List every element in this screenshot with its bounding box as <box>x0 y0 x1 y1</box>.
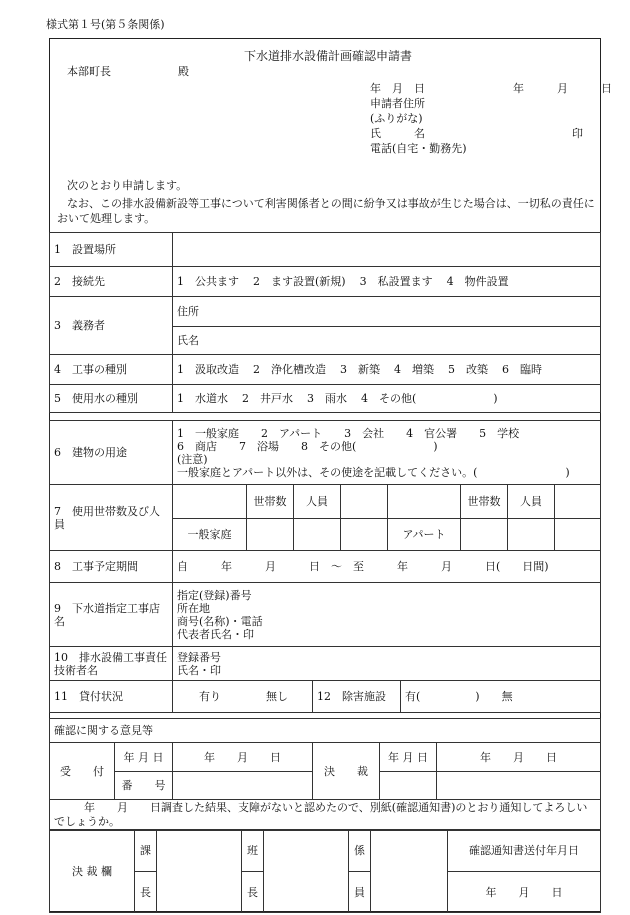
engineer-field[interactable] <box>173 647 601 681</box>
row-building-label: 6 建物の用途 <box>50 421 173 485</box>
applicant-furigana[interactable]: (ふりがな) <box>370 112 423 125</box>
decision-date-field[interactable]: 年 月 日 <box>437 743 601 772</box>
engineer-line-registration: 登録番号 <box>177 650 221 664</box>
survey-section <box>49 799 601 831</box>
receipt-date-label: 年 月 日 <box>115 743 173 772</box>
connection-option-4[interactable]: 4 物件設置 <box>446 275 509 288</box>
building-usage-line-1: 1 一般家庭 2 アパート 3 会社 4 官公署 5 学校 <box>177 426 520 440</box>
row-contractor-label: 9 下水道指定工事店名 <box>50 583 173 647</box>
team-chief-stamp[interactable] <box>264 830 349 913</box>
general-household-extra-field[interactable] <box>341 519 388 551</box>
households-header-apartment-count: 世帯数 <box>461 485 508 519</box>
row-households-label: 7 使用世帯数及び人員 <box>50 485 173 551</box>
staff-stamp[interactable] <box>371 830 448 913</box>
applicant-name[interactable]: 氏 名 <box>370 127 425 140</box>
receipt-date-field[interactable]: 年 月 日 <box>173 743 313 772</box>
building-usage-note: 一般家庭とアパート以外は、その使途を記載してください。( ) <box>177 465 570 479</box>
building-usage-line-2: 6 商店 7 浴場 8 その他( ) <box>177 439 438 453</box>
approval-label: 決 裁 欄 <box>50 830 135 913</box>
approval-section <box>49 829 601 913</box>
staff-label-bottom: 員 <box>349 872 371 913</box>
opinion-section <box>49 718 601 743</box>
households-header-blank-1 <box>173 485 247 519</box>
opinion-label: 確認に関する意見等 <box>50 719 601 743</box>
location-field[interactable] <box>173 233 601 267</box>
decision-blank-label <box>380 772 437 800</box>
notice-date-label: 確認通知書送付年月日 <box>448 830 601 872</box>
general-household-label: 一般家庭 <box>173 519 247 551</box>
form-fields-2 <box>49 550 601 681</box>
row-location-label: 1 設置場所 <box>50 233 173 267</box>
apartment-extra-field[interactable] <box>555 519 601 551</box>
contractor-line-location: 所在地 <box>177 601 210 615</box>
form-fields-1 <box>49 232 601 413</box>
water-option-2[interactable]: 2 井戸水 <box>242 392 293 405</box>
notice-text: なお、この排水設備新設等工事について利害関係者との間に紛争又は事故が生じた場合は、一切私の責任において処理します。 <box>57 197 595 225</box>
row-abatement-label: 12 除害施設 <box>313 681 401 713</box>
apartment-label: アパート <box>388 519 461 551</box>
seal-mark: 印 <box>572 127 583 140</box>
loan-options <box>173 681 313 713</box>
schedule-field[interactable]: 自 年 月 日 ～ 至 年 月 日( 日間) <box>173 551 601 583</box>
survey-text: 年 月 日調査した結果、支障がないと認めたので、別紙(確認通知書)のとおり通知してよろしいでしょうか。 <box>50 800 601 831</box>
apartment-persons-field[interactable] <box>508 519 555 551</box>
connection-options <box>173 267 601 297</box>
water-option-1[interactable]: 1 水道水 <box>177 392 228 405</box>
water-option-3[interactable]: 3 雨水 <box>307 392 347 405</box>
loan-yes[interactable]: 有り <box>199 690 221 703</box>
obligor-name-field[interactable]: 氏名 <box>173 327 601 355</box>
receipt-number-label: 番 号 <box>115 772 173 800</box>
row-engineer-label: 10 排水設備工事責任技術者名 <box>50 647 173 681</box>
decision-date-label: 年 月 日 <box>380 743 437 772</box>
apartment-count-field[interactable] <box>461 519 508 551</box>
application-date: 年 月 日 年 月 日 <box>370 82 612 95</box>
addressee: 本部町長 <box>67 65 111 78</box>
notice-date-field[interactable]: 年 月 日 <box>448 872 601 913</box>
applicant-phone[interactable]: 電話(自宅・勤務先) <box>370 142 467 155</box>
households-header-general-persons: 人員 <box>294 485 341 519</box>
team-chief-label-top: 班 <box>242 830 264 872</box>
receipt-label: 受 付 <box>50 743 115 800</box>
form-fields-loan <box>49 680 601 713</box>
applicant-address[interactable]: 申請者住所 <box>370 97 425 110</box>
building-usage-note-head: (注意) <box>177 452 208 466</box>
page-title: 下水道排水設備計画確認申請書 <box>244 49 413 63</box>
water-options <box>173 385 601 413</box>
form-fields-households <box>49 484 601 551</box>
abatement-field[interactable]: 有( ) 無 <box>401 681 601 713</box>
section-chief-stamp[interactable] <box>157 830 242 913</box>
row-connection-label: 2 接続先 <box>50 267 173 297</box>
households-header-blank-4 <box>555 485 601 519</box>
engineer-line-name: 氏名・印 <box>177 663 221 677</box>
row-work-type-label: 4 工事の種別 <box>50 355 173 385</box>
receipt-section <box>49 742 601 800</box>
form-number: 様式第１号(第５条関係) <box>46 18 165 31</box>
team-chief-label-bottom: 長 <box>242 872 264 913</box>
decision-blank-field[interactable] <box>437 772 601 800</box>
work-type-option-3[interactable]: 3 新築 <box>340 363 380 376</box>
decision-label: 決 裁 <box>313 743 380 800</box>
contractor-line-trade-name: 商号(名称)・電話 <box>177 614 263 628</box>
connection-option-2[interactable]: 2 ます設置(新規) <box>253 275 346 288</box>
row-loan-label: 11 貸付状況 <box>50 681 173 713</box>
general-household-count-field[interactable] <box>247 519 294 551</box>
contractor-field[interactable] <box>173 583 601 647</box>
households-header-general-count: 世帯数 <box>247 485 294 519</box>
staff-label-top: 係 <box>349 830 371 872</box>
obligor-address-field[interactable]: 住所 <box>173 297 601 327</box>
work-type-option-6[interactable]: 6 臨時 <box>502 363 542 376</box>
work-type-option-4[interactable]: 4 増築 <box>394 363 434 376</box>
contractor-line-registration: 指定(登録)番号 <box>177 588 252 602</box>
general-household-persons-field[interactable] <box>294 519 341 551</box>
households-header-blank-3 <box>388 485 461 519</box>
building-usage-options[interactable] <box>173 421 601 485</box>
connection-option-1[interactable]: 1 公共ます <box>177 275 239 288</box>
loan-no[interactable]: 無し <box>266 690 288 703</box>
receipt-number-field[interactable] <box>173 772 313 800</box>
connection-option-3[interactable]: 3 私設置ます <box>359 275 433 288</box>
row-schedule-label: 8 工事予定期間 <box>50 551 173 583</box>
row-water-label: 5 使用水の種別 <box>50 385 173 413</box>
addressee-honorific: 殿 <box>178 65 189 78</box>
work-type-option-1[interactable]: 1 汲取改造 <box>177 363 239 376</box>
contractor-line-representative: 代表者氏名・印 <box>177 627 254 641</box>
water-option-4[interactable]: 4 その他( ) <box>361 392 498 405</box>
households-header-apartment-persons: 人員 <box>508 485 555 519</box>
work-type-option-2[interactable]: 2 浄化槽改造 <box>253 363 326 376</box>
work-type-option-5[interactable]: 5 改築 <box>448 363 488 376</box>
section-chief-label-bottom: 長 <box>135 872 157 913</box>
households-header-blank-2 <box>341 485 388 519</box>
section-chief-label-top: 課 <box>135 830 157 872</box>
work-type-options <box>173 355 601 385</box>
intro-text: 次のとおり申請します。 <box>67 179 188 192</box>
row-obligor-label: 3 義務者 <box>50 297 173 355</box>
form-fields-building <box>49 420 601 485</box>
